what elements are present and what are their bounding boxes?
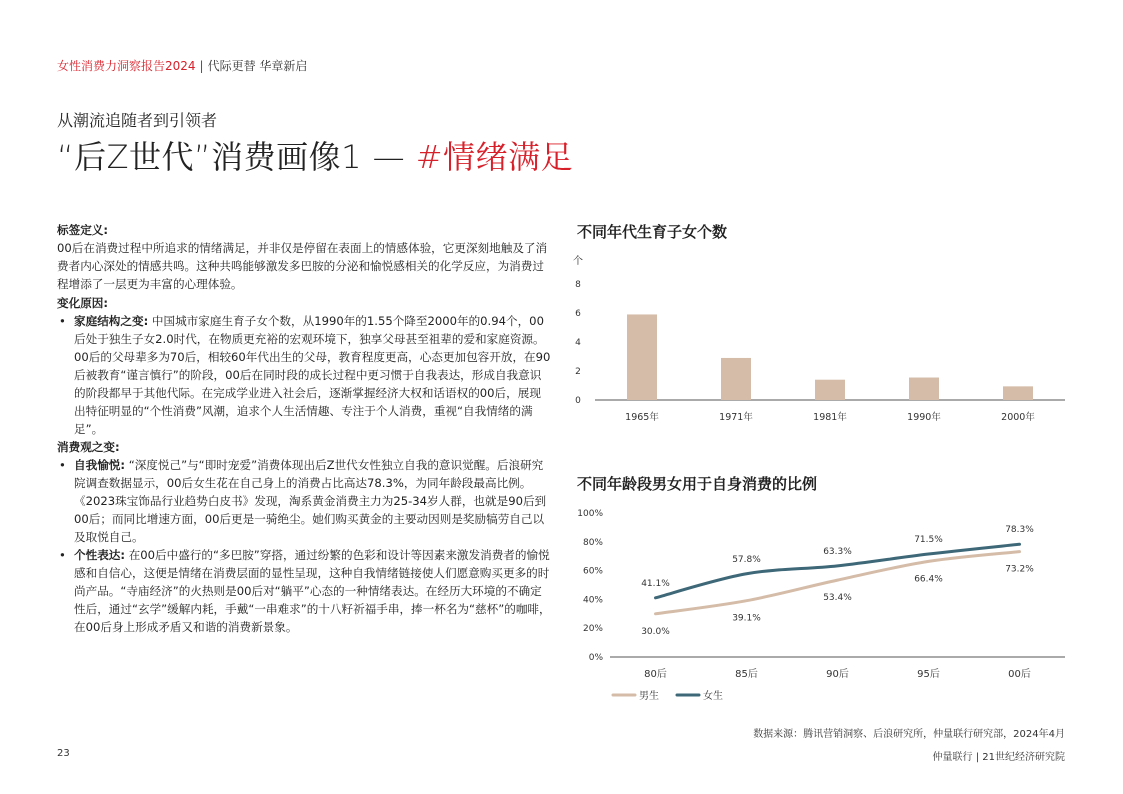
data-label: 71.5%	[914, 535, 943, 546]
x-tick-label: 85后	[735, 669, 758, 680]
reason-list	[57, 312, 552, 438]
x-tick-label: 1981年	[813, 412, 847, 423]
definition-heading: 标签定义:	[57, 223, 109, 237]
definition-text: 00后在消费过程中所追求的情绪满足，并非仅是停留在表面上的情感体验，它更深刻地触及了消费者内心深处的情感共鸣。这种共鸣能够激发多巴胺的分泌和愉悦感相关的化学反应，为消费过程增添了一层更为丰富的心理体验。	[57, 241, 548, 291]
page-subtitle: 从潮流追随者到引领者	[57, 111, 218, 130]
y-tick-label: 20%	[582, 624, 603, 635]
data-label: 53.4%	[823, 593, 852, 604]
x-tick-label: 80后	[644, 669, 667, 680]
line-chart	[565, 500, 1075, 710]
page-title	[57, 132, 573, 178]
view-item	[57, 546, 552, 636]
view-heading: 消费观之变:	[57, 440, 120, 454]
line-chart-title: 不同年龄段男女用于自身消费的比例	[577, 475, 818, 493]
legend-label: 女生	[703, 691, 723, 702]
view-list	[57, 456, 552, 636]
report-name: 女性消费力洞察报告2024	[57, 59, 196, 73]
x-tick-label: 1971年	[719, 412, 753, 423]
title-main: “后Z世代”消费画像1 —	[57, 138, 416, 176]
page-number: 23	[57, 748, 70, 759]
data-source: 数据来源：腾讯营销洞察、后浪研究所，仲量联行研究部，2024年4月	[753, 729, 1065, 740]
view-item-label: 个性表达:	[74, 548, 126, 562]
bar	[815, 380, 845, 400]
y-axis-unit: 个	[573, 256, 583, 267]
y-tick-label: 80%	[582, 537, 603, 548]
y-tick-label: 100%	[577, 509, 603, 519]
view-item	[57, 456, 552, 546]
bar-chart-title: 不同年代生育子女个数	[577, 223, 728, 241]
view-item-text: “深度悦己”与“即时宠爱”消费体现出后Z世代女性独立自我的意识觉醒。后浪研究院调查数据显示，00后女生花在自己身上的消费占比高达78.3%，为同年龄段最高比例。《2023珠宝饰品行业趋势白皮书》发现，淘系黄金消费主力为25-34岁人群，也就是90后到00后；而同比增速方面，00后更是一骑绝尘。她们购买黄金的主要动因则是奖励犒劳自己以及取悦自己。	[74, 458, 547, 544]
report-header	[57, 57, 307, 74]
y-tick-label: 6	[575, 309, 581, 319]
y-tick-label: 40%	[582, 595, 603, 606]
data-label: 30.0%	[641, 626, 670, 637]
view-item-text: 在00后中盛行的“多巴胺”穿搭，通过纷繁的色彩和设计等因素来激发消费者的愉悦感和自信心，这便是情绪在消费层面的显性呈现，这种自我情绪链接使人们愿意购买更多的时尚产品。“寺庙经济”的火热则是00后对“躺平”心态的一种情绪表达。在经历大环境的不确定性后，通过“玄学”缓解内耗，手戴“一串难求”的十八籽祈福手串，捧一杯名为“慈杯”的咖啡，在00后身上形成矛盾又和谐的消费新景象。	[74, 548, 551, 634]
legend-label: 男生	[639, 691, 659, 702]
x-tick-label: 00后	[1008, 669, 1031, 680]
data-label: 66.4%	[914, 574, 943, 585]
bar-chart	[565, 248, 1065, 453]
bar	[721, 358, 751, 400]
reason-heading: 变化原因:	[57, 296, 109, 310]
y-tick-label: 2	[575, 367, 581, 377]
x-tick-label: 2000年	[1001, 412, 1035, 423]
reason-item-label: 家庭结构之变:	[74, 314, 149, 328]
data-label: 57.8%	[732, 554, 761, 565]
y-tick-label: 8	[575, 280, 581, 290]
data-label: 78.3%	[1005, 525, 1034, 536]
x-tick-label: 1990年	[907, 412, 941, 423]
x-tick-label: 1965年	[625, 412, 659, 423]
x-tick-label: 90后	[826, 669, 849, 680]
reason-item	[57, 312, 552, 438]
view-item-label: 自我愉悦:	[74, 458, 126, 472]
y-tick-label: 0%	[588, 653, 603, 663]
y-tick-label: 0	[575, 396, 581, 406]
bar	[909, 378, 939, 400]
data-label: 41.1%	[641, 578, 670, 589]
data-label: 39.1%	[732, 613, 761, 624]
report-tagline: 代际更替 华章新启	[207, 59, 308, 73]
body-text	[57, 221, 552, 636]
title-highlight: #情绪满足	[415, 138, 574, 176]
x-tick-label: 95后	[917, 669, 940, 680]
reason-item-text: 中国城市家庭生育子女个数，从1990年的1.55个降至2000年的0.94个，00后处于独生子女2.0时代，在物质更充裕的宏观环境下，独享父母甚至祖辈的爱和家庭资源。00后的父母辈多为70后，相较60年代出生的父母，教育程度更高，心态更加包容开放，在90后被教育“谨言慎行”的阶段，00后在同时段的成长过程中更习惯于自我表达，形成自我意识的阶段都早于其他代际。在完成学业进入社会后，逐渐掌握经济大权和话语权的00后，展现出特征明显的“个性消费”风潮，追求个人生活情趣、专注于个人消费，重视“自我情绪的满足”。	[74, 314, 551, 436]
footer-brand: 仲量联行 | 21世纪经济研究院	[932, 752, 1065, 763]
bar	[627, 314, 657, 400]
data-label: 63.3%	[823, 546, 852, 557]
data-label: 73.2%	[1005, 564, 1034, 575]
y-tick-label: 4	[575, 338, 581, 348]
y-tick-label: 60%	[582, 566, 603, 577]
header-separator: |	[199, 59, 204, 73]
bar	[1003, 386, 1033, 400]
